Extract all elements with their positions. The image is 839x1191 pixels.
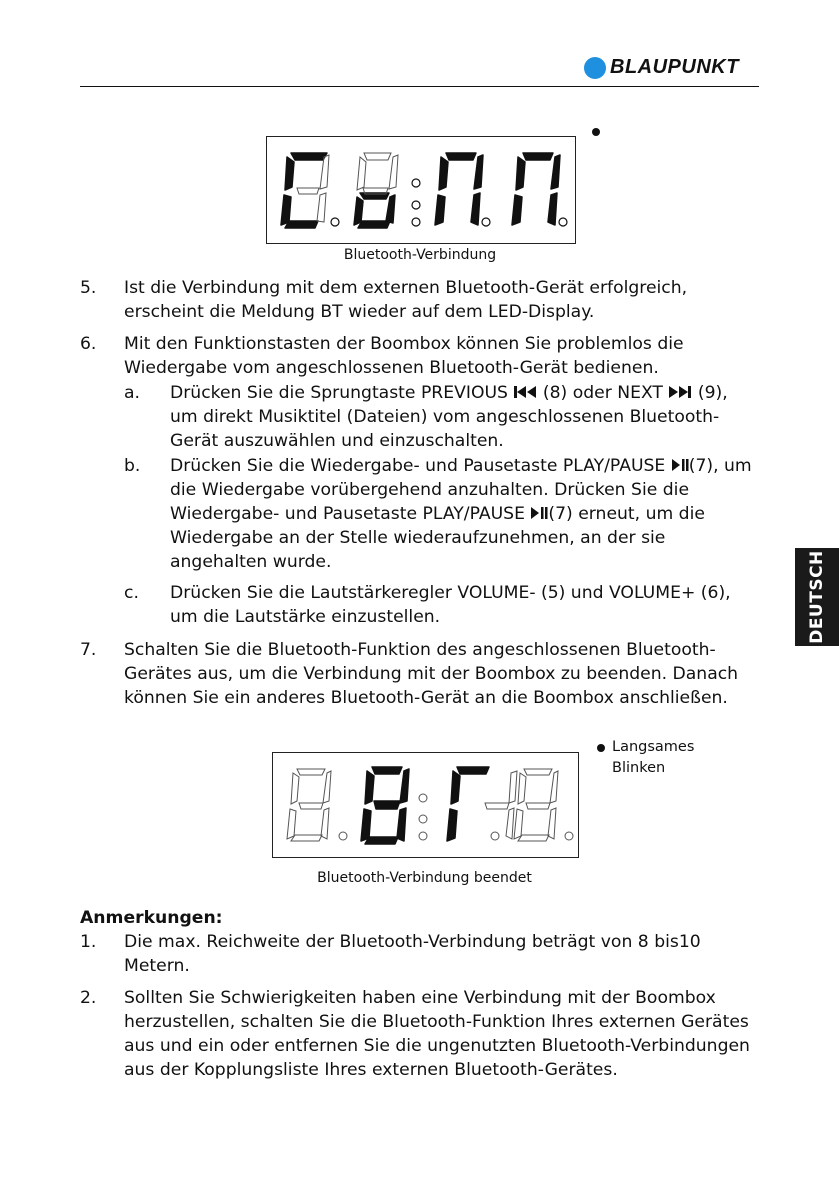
- language-tab: [795, 548, 839, 646]
- display-caption-disconnect: Bluetooth-Verbindung beendet: [317, 870, 532, 886]
- note-number: 1.: [80, 932, 97, 952]
- step-7: [80, 638, 760, 734]
- substep-text-part: Drücken Sie die Wiedergabe- und Pausetaste PLAY/PAUSE: [170, 456, 666, 476]
- step-number: 6.: [80, 334, 97, 354]
- step-number: 5.: [80, 278, 97, 298]
- indicator-dot-1: [592, 128, 600, 136]
- indicator-label: [612, 737, 694, 779]
- substep-c: [124, 581, 760, 629]
- led-digits-disconnect: [273, 753, 578, 857]
- indicator-label-line: Blinken: [612, 760, 666, 776]
- brand-logo: [584, 56, 739, 79]
- substep-text: [170, 381, 760, 453]
- step-number: 7.: [80, 640, 97, 660]
- led-display-connect: [266, 136, 576, 244]
- substep-a: [124, 381, 760, 453]
- brand-dot-icon: [584, 57, 606, 79]
- step-text: Schalten Sie die Bluetooth-Funktion des angeschlossenen Bluetooth-Gerätes aus, um die Verbindung mit der Boombox zu beenden. Danach können Sie ein anderes Bluetooth-Gerät an die Boombox anschließen.: [124, 640, 739, 708]
- substep-text-part: (7) erneut, um die Wiedergabe an der Stelle wiederaufzunehmen, an der sie angehalten wurde.: [170, 504, 705, 572]
- note-1: [80, 930, 760, 978]
- step-text: Ist die Verbindung mit dem externen Bluetooth-Gerät erfolgreich, erscheint die Meldung BT wieder auf dem LED-Display.: [124, 278, 688, 322]
- substep-text-part: (8) oder NEXT: [542, 383, 663, 403]
- substep-letter: a.: [124, 383, 140, 403]
- substep-b: [124, 454, 760, 574]
- display-caption-connect: Bluetooth-Verbindung: [343, 247, 497, 263]
- note-2: [80, 986, 760, 1106]
- substep-text-part: Drücken Sie die Sprungtaste PREVIOUS: [170, 383, 508, 403]
- language-tab-label: DEUTSCH: [807, 550, 828, 644]
- note-number: 2.: [80, 988, 97, 1008]
- previous-track-icon: [513, 385, 537, 399]
- indicator-dot-2: [597, 744, 605, 752]
- play-pause-icon: [530, 506, 548, 520]
- led-display-disconnect: [272, 752, 579, 858]
- substep-text-part: (7), um die Wiedergabe vorübergehend anzuhalten. Drücken Sie die Wiedergabe- und Pausetaste PLAY/PAUSE: [170, 456, 752, 524]
- step-5: [80, 276, 760, 324]
- substep-letter: b.: [124, 456, 141, 476]
- play-pause-icon: [671, 458, 689, 472]
- next-track-icon: [668, 385, 692, 399]
- substep-text: [170, 454, 760, 574]
- note-text: Die max. Reichweite der Bluetooth-Verbindung beträgt von 8 bis10 Metern.: [124, 932, 701, 976]
- led-digits-connect: [267, 137, 575, 243]
- substep-text: Drücken Sie die Lautstärkeregler VOLUME- (5) und VOLUME+ (6), um die Lautstärke einzustellen.: [170, 583, 731, 627]
- substep-letter: c.: [124, 583, 139, 603]
- notes-heading: Anmerkungen:: [80, 908, 223, 928]
- step-6: [80, 332, 760, 380]
- header-divider: [80, 86, 759, 87]
- substep-text-part: (9), um direkt Musiktitel (Dateien) vom angeschlossenen Bluetooth-Gerät auszuwählen und einzuschalten.: [170, 383, 728, 451]
- indicator-label-line: Langsames: [612, 739, 695, 755]
- brand-name: BLAUPUNKT: [610, 56, 739, 78]
- note-text: Sollten Sie Schwierigkeiten haben eine Verbindung mit der Boombox herzustellen, schalten Sie die Bluetooth-Funktion Ihres externen Gerätes aus und ein oder entfernen Sie die ungenutzten Bluetooth-Verbindungen aus der Kopplungsliste Ihres externen Bluetooth-Gerätes.: [124, 988, 750, 1080]
- step-text: Mit den Funktionstasten der Boombox können Sie problemlos die Wiedergabe vom angeschlossenen Bluetooth-Gerät bedienen.: [124, 334, 684, 378]
